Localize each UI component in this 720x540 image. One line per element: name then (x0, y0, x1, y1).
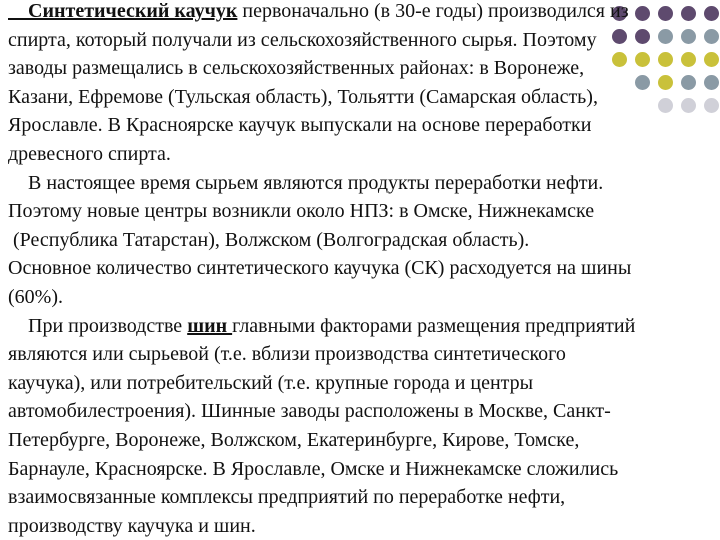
text-run: шин (187, 314, 233, 337)
text-run: Петербурге, Воронеже, Волжском, Екатеринбурге, Кирове, Томске, (8, 428, 580, 451)
text-line (8, 340, 712, 369)
text-run: (Республика Татарстан), Волжском (Волгоградская область). (8, 228, 530, 251)
text-line (8, 226, 712, 255)
text-run: Поэтому новые центры возникли около НПЗ: в Омске, Нижнекамске (8, 200, 595, 223)
text-run: В настоящее время сырьем являются продукты переработки нефти. (8, 171, 604, 194)
text-run: древесного спирта. (8, 142, 171, 165)
text-run: Синтетический каучук (28, 0, 238, 22)
text-run: Ярославле. В Красноярске каучук выпускали на основе переработки (8, 114, 592, 137)
text-line (8, 455, 712, 484)
text-run: каучука), или потребительский (т.е. крупные города и центры (8, 371, 534, 394)
text-run: Основное количество синтетического каучука (СК) расходуется на шины (8, 257, 632, 280)
text-run: Барнауле, Красноярске. В Ярославле, Омске и Нижнекамске сложились (8, 457, 619, 480)
text-line (8, 83, 712, 112)
text-run: производству каучука и шин. (8, 514, 256, 537)
text-run: заводы размещались в сельскохозяйственных районах: в Воронеже, (8, 57, 585, 80)
text-run: взаимосвязанные комплексы предприятий по переработке нефти, (8, 486, 566, 509)
text-run: При производстве (8, 314, 188, 337)
text-line (8, 369, 712, 398)
text-line (8, 312, 712, 341)
document-text (8, 0, 712, 540)
text-run: Казани, Ефремове (Тульская область), Тольятти (Самарская область), (8, 85, 598, 108)
text-line (8, 26, 712, 55)
text-line (8, 512, 712, 540)
text-line (8, 426, 712, 455)
text-run: являются или сырьевой (т.е. вблизи производства синтетического (8, 343, 566, 366)
text-run: (60%). (8, 285, 63, 308)
text-run (8, 0, 28, 22)
text-line (8, 483, 712, 512)
text-line (8, 54, 712, 83)
text-line (8, 0, 712, 26)
text-line (8, 254, 712, 283)
text-line (8, 169, 712, 198)
text-line (8, 197, 712, 226)
text-line (8, 111, 712, 140)
text-line (8, 140, 712, 169)
text-run: спирта, который получали из сельскохозяйственного сырья. Поэтому (8, 28, 597, 51)
text-run: автомобилестроения). Шинные заводы расположены в Москве, Санкт- (8, 400, 611, 423)
text-run: первоначально (в 30-е годы) производился из (237, 0, 629, 22)
text-line (8, 283, 712, 312)
text-run: главными факторами размещения предприятий (232, 314, 636, 337)
text-line (8, 397, 712, 426)
